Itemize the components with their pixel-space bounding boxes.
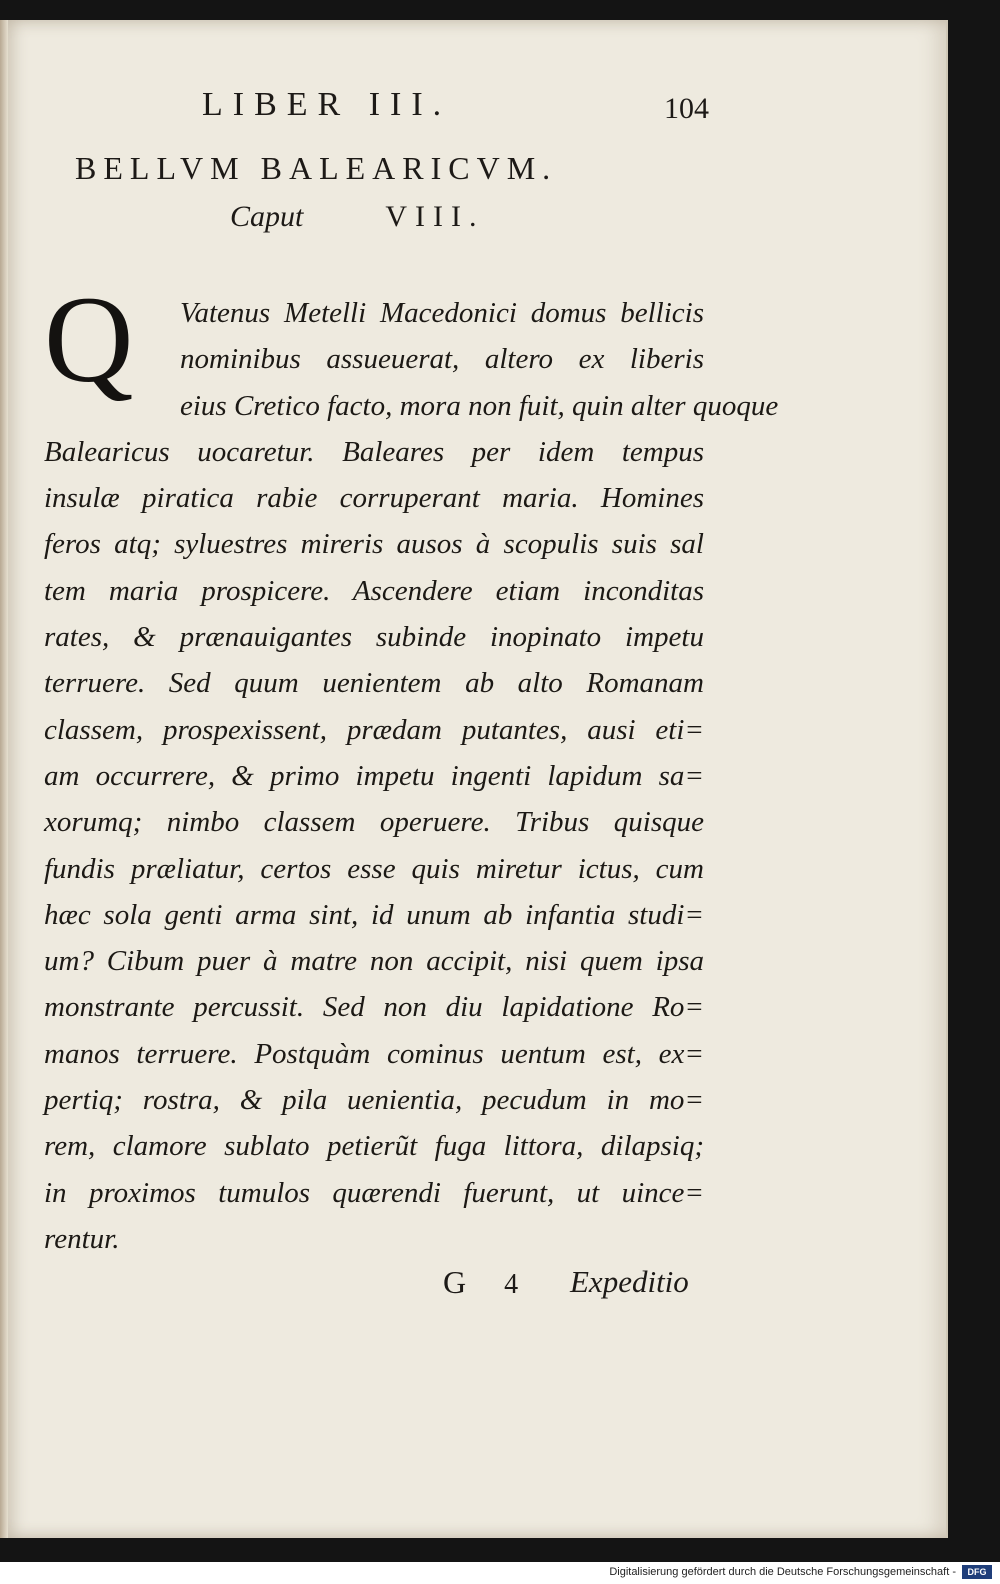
running-head: LIBER III. bbox=[202, 86, 452, 123]
text-line: fundis præliatur, certos esse quis miretur ictus, cum bbox=[44, 852, 704, 885]
text-line: rem, clamore sublato petierũt fuga littora, dilapsiq; bbox=[44, 1130, 704, 1163]
signature-mark bbox=[443, 1264, 518, 1301]
signature-number: 4 bbox=[504, 1269, 519, 1300]
book-page bbox=[0, 20, 948, 1538]
text-line: am occurrere, & primo impetu ingenti lapidum sa= bbox=[44, 759, 704, 792]
text-line: eius Cretico facto, mora non fuit, quin alter quoque bbox=[180, 389, 779, 422]
text-line: um? Cibum puer à matre non accipit, nisi quem ipsa bbox=[44, 945, 704, 978]
catchword: Expeditio bbox=[570, 1264, 689, 1299]
page-gutter-shadow bbox=[0, 20, 8, 1538]
body-text bbox=[44, 271, 779, 1262]
text-line: nominibus assueuerat, altero ex liberis bbox=[180, 343, 704, 376]
chapter-title: BELLVM BALEARICVM. bbox=[75, 150, 558, 186]
text-line: rates, & prænauigantes subinde inopinato impetu bbox=[44, 621, 704, 654]
text-line: feros atq; syluestres mireris ausos à scopulis suis sal bbox=[44, 528, 704, 561]
text-line: terruere. Sed quum uenientem ab alto Romanam bbox=[44, 667, 704, 700]
drop-cap: Q bbox=[44, 271, 134, 408]
dfg-logo: DFG bbox=[962, 1565, 992, 1579]
text-line: Vatenus Metelli Macedonici domus bellicis bbox=[180, 297, 704, 329]
text-line: hæc sola genti arma sint, id unum ab infantia studi= bbox=[44, 898, 704, 931]
text-line-last: rentur. bbox=[44, 1222, 120, 1255]
chapter-numeral: VIII. bbox=[385, 200, 485, 233]
footer-bar bbox=[0, 1562, 1000, 1584]
text-line: manos terruere. Postquàm cominus uentum est, ex= bbox=[44, 1037, 704, 1070]
text-line: tem maria prospicere. Ascendere etiam inconditas bbox=[44, 574, 704, 607]
text-line: in proximos tumulos quærendi fuerunt, ut uince= bbox=[44, 1176, 704, 1209]
page-number: 104 bbox=[664, 92, 709, 125]
text-line: pertiq; rostra, & pila uenientia, pecudum in mo= bbox=[44, 1084, 704, 1117]
text-line: insulæ piratica rabie corruperant maria. Homines bbox=[44, 482, 704, 515]
chapter-word: Caput bbox=[230, 200, 304, 233]
text-line: Balearicus uocaretur. Baleares per idem tempus bbox=[44, 435, 704, 468]
footer-credit: Digitalisierung gefördert durch die Deutsche Forschungsgemeinschaft - bbox=[609, 1566, 956, 1578]
text-line: classem, prospexissent, prædam putantes, ausi eti= bbox=[44, 713, 704, 746]
chapter-heading bbox=[230, 200, 485, 234]
signature-letter: G bbox=[443, 1264, 467, 1300]
text-line: monstrante percussit. Sed non diu lapidatione Ro= bbox=[44, 991, 704, 1024]
text-line: xorumq; nimbo classem operuere. Tribus quisque bbox=[44, 806, 704, 839]
